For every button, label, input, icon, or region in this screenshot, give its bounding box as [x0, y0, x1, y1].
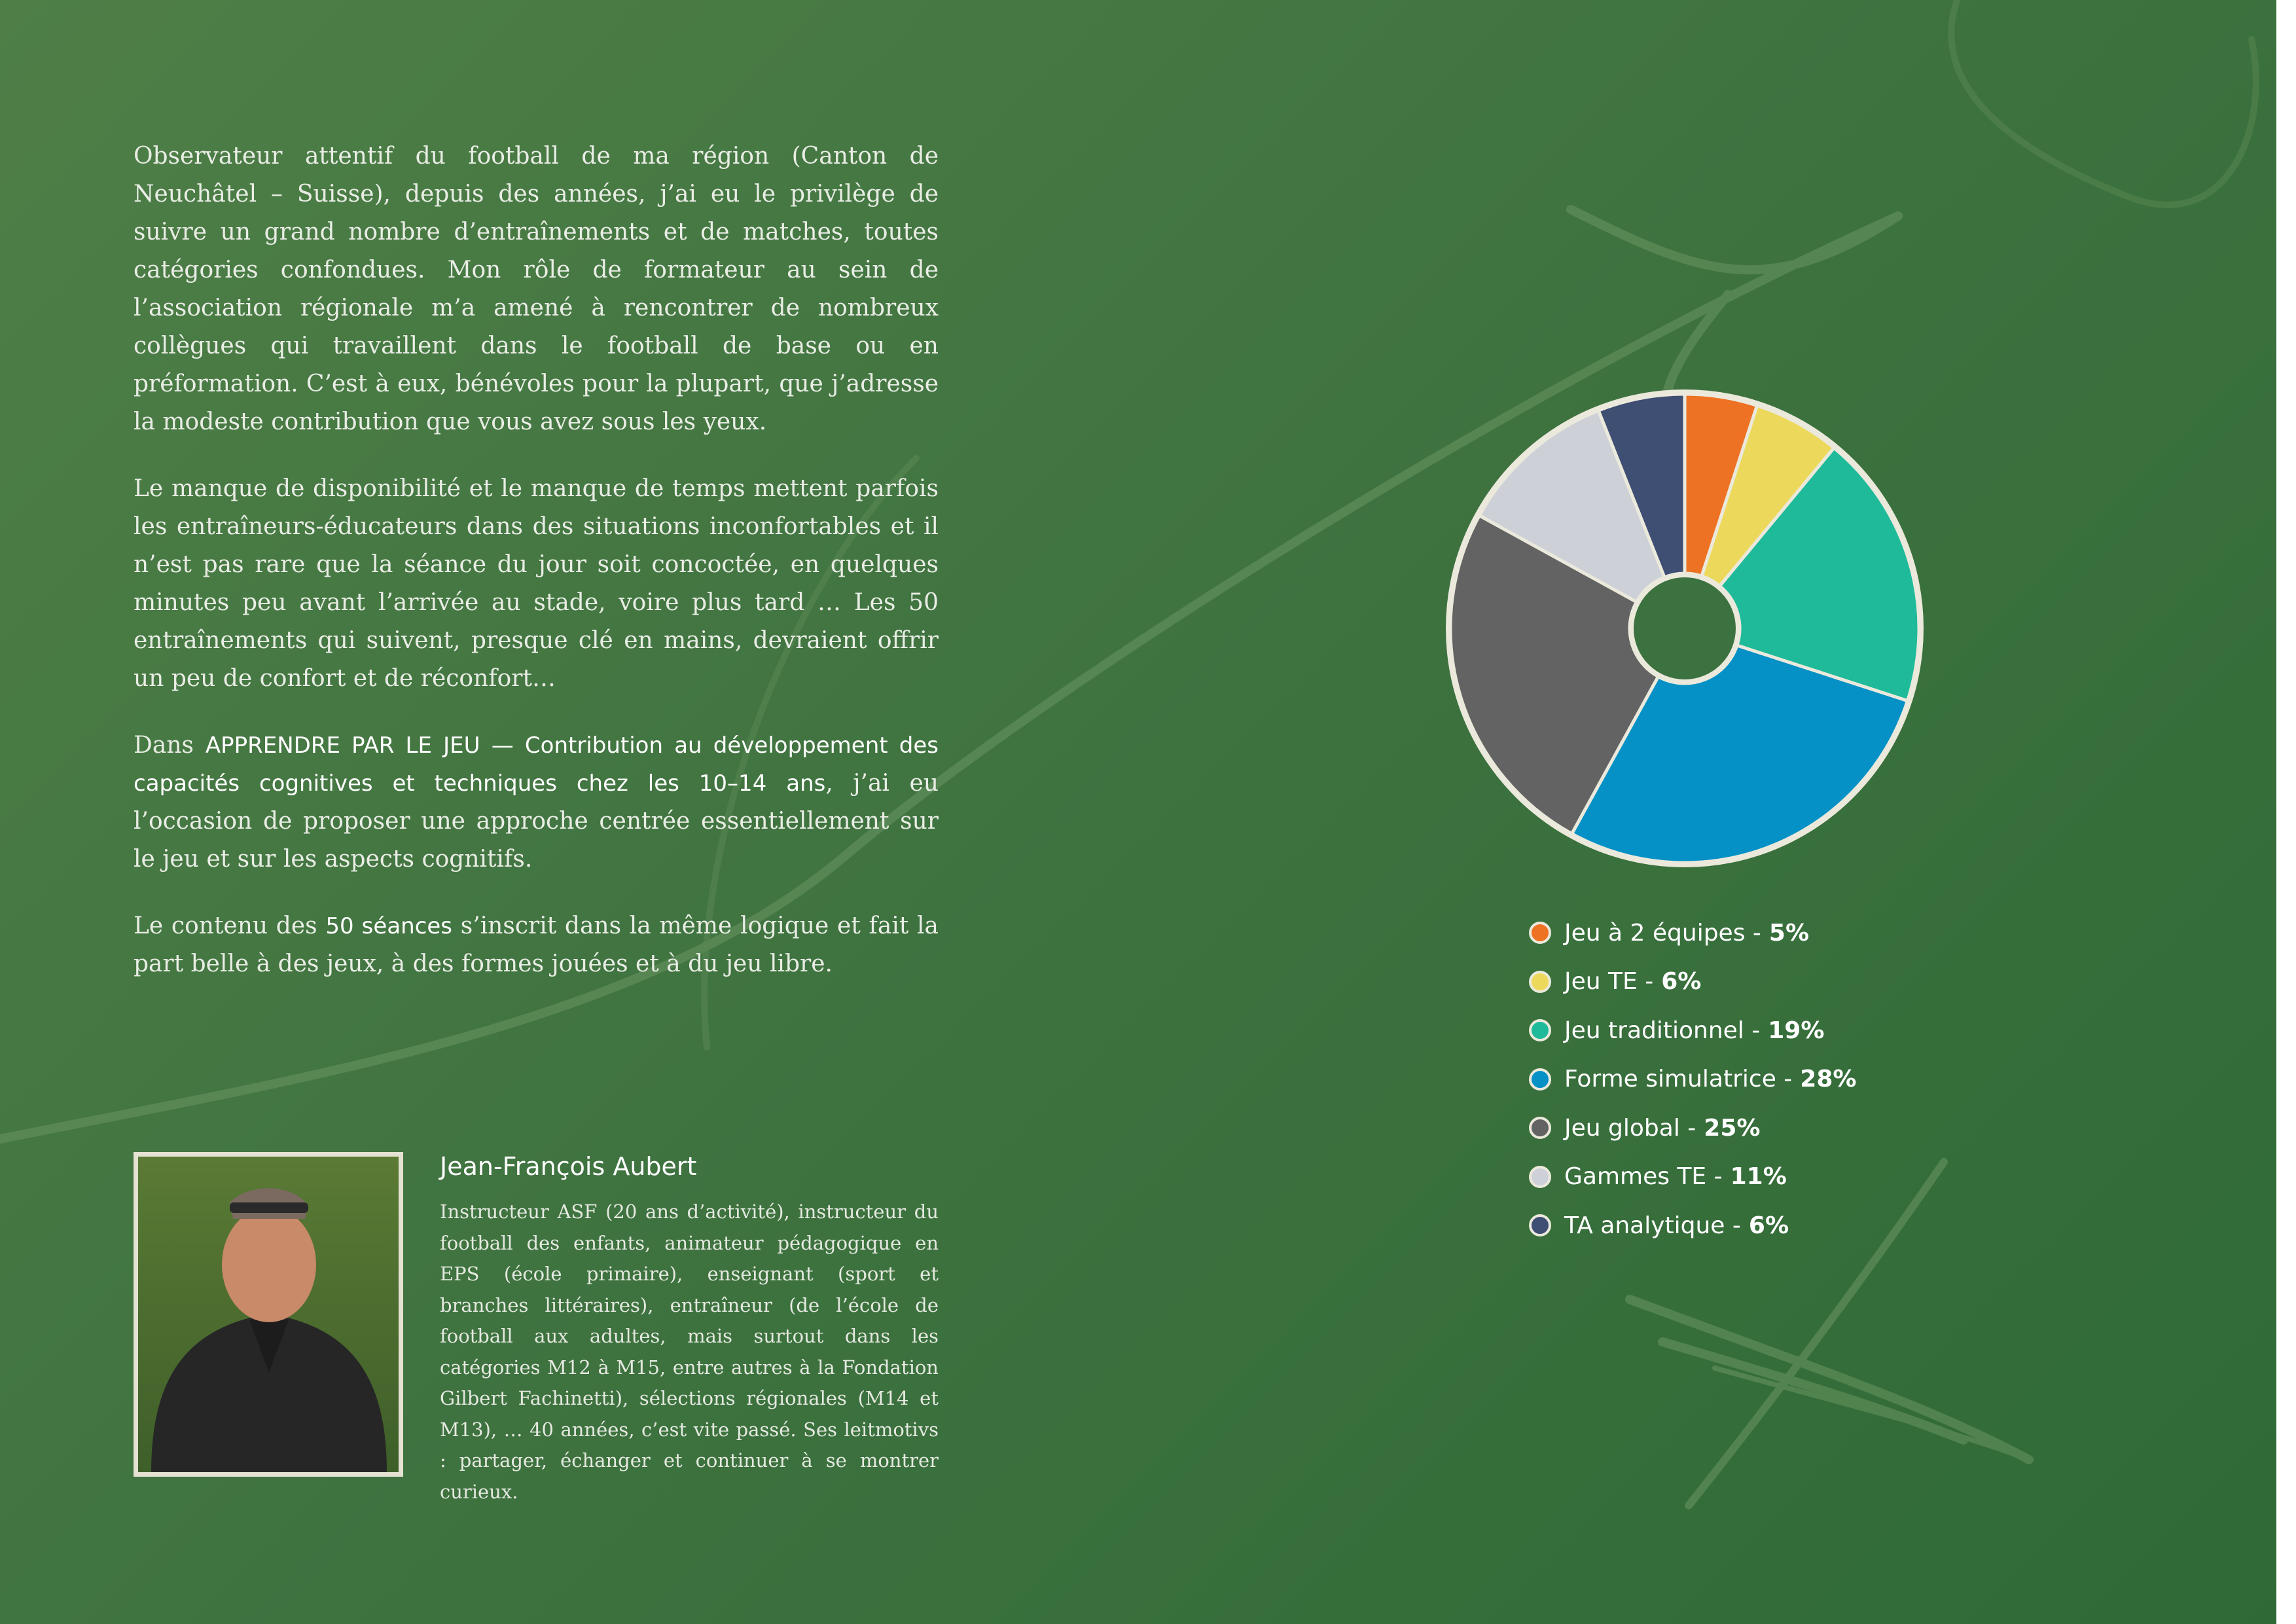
legend-label: Forme simulatrice -	[1564, 1066, 1793, 1093]
legend-item	[1529, 958, 1856, 1007]
legend-item	[1529, 909, 1856, 958]
legend-label: Jeu à 2 équipes -	[1564, 919, 1761, 947]
legend-value: 11%	[1730, 1163, 1787, 1191]
paragraph-1: Observateur attentif du football de ma région (Canton de Neuchâtel – Suisse), depuis des années, j’ai eu le privilège de suivre un grand nombre d’entraînements et de matches, toutes catégories confondues. Mon rôle de formateur au sein de l’association régionale m’a amené à rencontrer de nombreux collègues qui travaillent dans le football de base ou en préformation. C’est à eux, bénévoles pour la plupart, que j’adresse la modeste contribution que vous avez sous les yeux.	[134, 143, 939, 435]
author-bio: Instructeur ASF (20 ans d’activité), instructeur du football des enfants, animateur pédagogique en EPS (école primaire), enseignant (sport et branches littéraires), entraîneur (de l’école de football aux adultes, mais surtout dans les catégories M12 à M15, entre autres à la Fondation Gilbert Fachinetti), sélections régionales (M14 et M13), … 40 années, c’est vite passé. Ses leitmotivs : partager, échanger et continuer à se montrer curieux.	[440, 1200, 939, 1503]
legend-dot-icon	[1529, 971, 1551, 993]
legend-label: TA analytique -	[1564, 1212, 1741, 1239]
legend-value: 25%	[1704, 1114, 1761, 1142]
legend-label: Jeu TE -	[1564, 968, 1654, 996]
legend-item	[1529, 1006, 1856, 1055]
legend-item	[1529, 1104, 1856, 1153]
paragraph-4-pre: Le contenu des	[134, 912, 326, 939]
chart-center-hole	[1631, 575, 1738, 682]
author-name: Jean-François Aubert	[440, 1152, 697, 1181]
legend-dot-icon	[1529, 1214, 1551, 1236]
legend-item	[1529, 1201, 1856, 1250]
legend-value: 28%	[1800, 1066, 1857, 1093]
legend-label: Gammes TE -	[1564, 1163, 1723, 1191]
paragraph-3-pre: Dans	[134, 732, 206, 759]
legend-value: 6%	[1748, 1212, 1789, 1239]
paragraph-3-post: , j’ai eu l’occasion de proposer une approche centrée essentiellement sur le jeu et sur les aspects cognitifs.	[134, 770, 939, 873]
legend-value: 6%	[1661, 968, 1702, 996]
legend-item	[1529, 1055, 1856, 1104]
legend-dot-icon	[1529, 1019, 1551, 1041]
legend-dot-icon	[1529, 922, 1551, 944]
legend-label: Jeu global -	[1564, 1114, 1696, 1142]
paragraph-2: Le manque de disponibilité et le manque de temps mettent parfois les entraîneurs-éducateurs dans des situations inconfortables et il n’est pas rare que la séance du jour soit concoctée, en quelques minutes peu avant l’arrivée au stade, voire plus tard … Les 50 entraînements qui suivent, presque clé en mains, devraient offrir un peu de confort et de réconfort…	[134, 475, 939, 692]
legend-value: 5%	[1768, 919, 1810, 947]
sessions-highlight: 50 séances	[325, 913, 453, 939]
legend-dot-icon	[1529, 1068, 1551, 1091]
legend-item	[1529, 1153, 1856, 1202]
legend-value: 19%	[1768, 1017, 1825, 1044]
legend-label: Jeu traditionnel -	[1564, 1017, 1761, 1044]
paragraph-4-post: s’inscrit dans la même logique et fait la part belle à des jeux, à des formes jouées et à du jeu libre.	[134, 912, 939, 977]
chart-legend	[1529, 909, 1856, 1250]
legend-dot-icon	[1529, 1166, 1551, 1188]
legend-dot-icon	[1529, 1117, 1551, 1139]
book-title: APPRENDRE PAR LE JEU — Contribution au développement des capacités cognitives et techniques chez les 10–14 ans	[134, 732, 939, 797]
